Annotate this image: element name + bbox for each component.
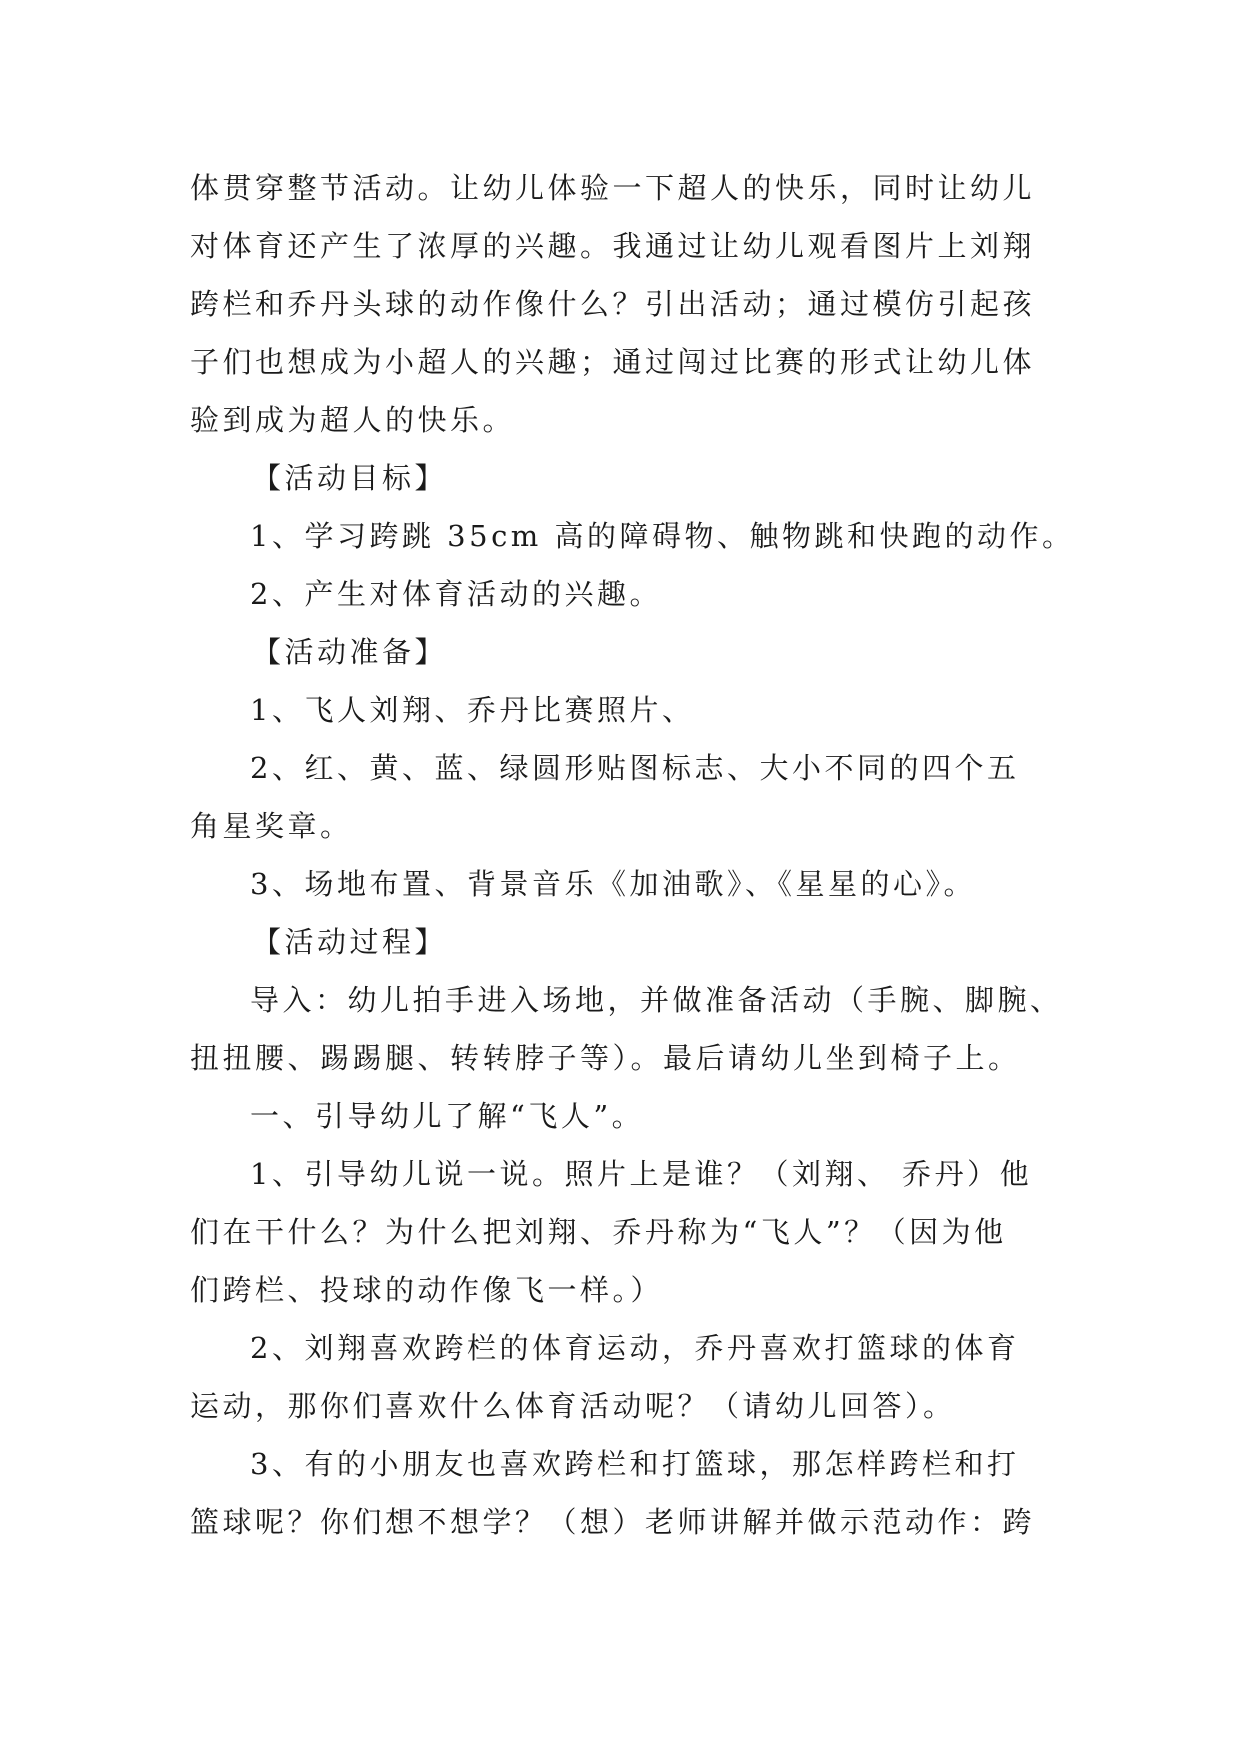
list-item: 2、红、黄、蓝、绿圆形贴图标志、大小不同的四个五 xyxy=(250,751,1020,785)
list-item: 2、产生对体育活动的兴趣。 xyxy=(250,577,662,611)
paragraph-line: 导入：幼儿拍手进入场地，并做准备活动（手腕、脚腕、 xyxy=(250,983,1063,1017)
paragraph-line: 跨栏和乔丹头球的动作像什么？引出活动；通过模仿引起孩 xyxy=(190,287,1036,321)
paragraph-line: 对体育还产生了浓厚的兴趣。我通过让幼儿观看图片上刘翔 xyxy=(190,229,1036,263)
list-item: 3、场地布置、背景音乐《加油歌》、《星星的心》。 xyxy=(250,867,976,901)
list-item: 1、飞人刘翔、乔丹比赛照片、 xyxy=(250,693,695,727)
paragraph-line: 们在干什么？为什么把刘翔、乔丹称为“飞人”？（因为他 xyxy=(190,1215,1007,1249)
list-item: 2、刘翔喜欢跨栏的体育运动，乔丹喜欢打篮球的体育 xyxy=(250,1331,1020,1365)
paragraph-line: 们跨栏、投球的动作像飞一样。） xyxy=(190,1273,664,1307)
paragraph-line: 体贯穿整节活动。让幼儿体验一下超人的快乐，同时让幼儿 xyxy=(190,171,1036,205)
section-heading-preparation: 【活动准备】 xyxy=(252,635,448,669)
paragraph-line: 角星奖章。 xyxy=(190,809,353,843)
section-heading-process: 【活动过程】 xyxy=(252,925,448,959)
paragraph-line: 子们也想成为小超人的兴趣；通过闯过比赛的形式让幼儿体 xyxy=(190,345,1036,379)
paragraph-line: 篮球呢？你们想不想学？（想）老师讲解并做示范动作：跨 xyxy=(190,1505,1036,1539)
paragraph-line: 一、引导幼儿了解“飞人”。 xyxy=(250,1099,645,1133)
list-item: 3、有的小朋友也喜欢跨栏和打篮球，那怎样跨栏和打 xyxy=(250,1447,1020,1481)
paragraph-line: 扭扭腰、踢踢腿、转转脖子等）。最后请幼儿坐到椅子上。 xyxy=(190,1041,1021,1075)
list-item: 1、引导幼儿说一说。照片上是谁？（刘翔、 乔丹）他 xyxy=(250,1157,1033,1191)
paragraph-line: 验到成为超人的快乐。 xyxy=(190,403,516,437)
paragraph-line: 运动，那你们喜欢什么体育活动呢？（请幼儿回答）。 xyxy=(190,1389,956,1423)
section-heading-goals: 【活动目标】 xyxy=(252,461,448,495)
list-item: 1、学习跨跳 35cm 高的障碍物、触物跳和快跑的动作。 xyxy=(250,519,1075,553)
